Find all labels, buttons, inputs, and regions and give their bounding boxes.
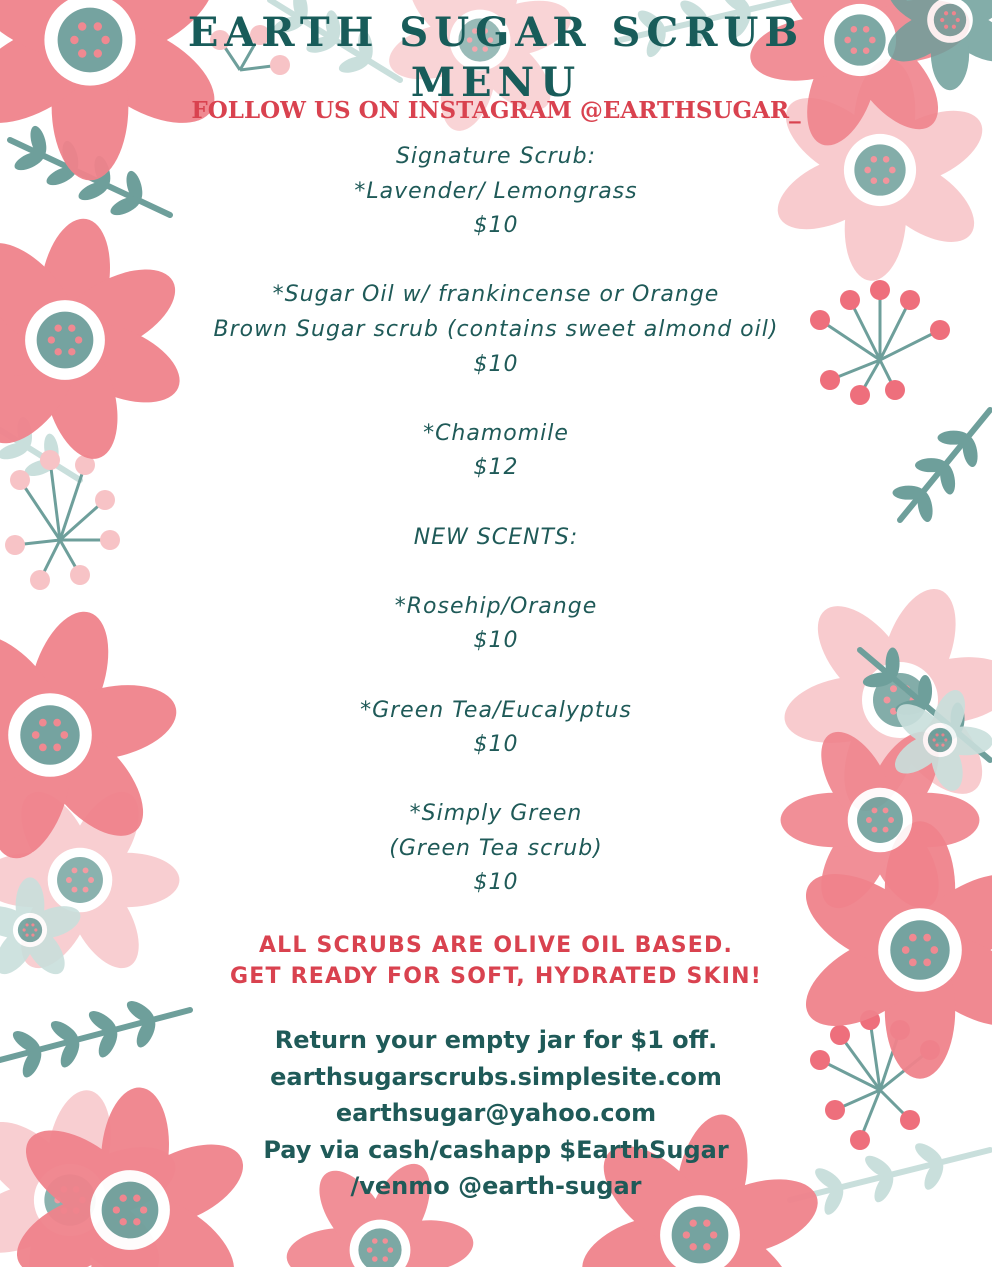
menu-item-price: $10 (473, 213, 519, 239)
menu-item-price: $12 (473, 455, 519, 481)
menu-item-subtitle: Brown Sugar scrub (contains sweet almond oil) (213, 316, 779, 342)
website-link[interactable]: earthsugarscrubs.simplesite.com (270, 1062, 722, 1091)
notice-line: ALL SCRUBS ARE OLIVE OIL BASED. (258, 933, 734, 958)
instagram-handle: FOLLOW US ON INSTAGRAM @EARTHSUGAR_ (191, 97, 801, 124)
page-title: EARTH SUGAR SCRUB (187, 9, 805, 56)
notice-line: GET READY FOR SOFT, HYDRATED SKIN! (230, 964, 762, 989)
olive-oil-notice (0, 930, 992, 992)
menu-item-name: *Sugar Oil w/ frankincense or Orange (272, 282, 720, 308)
contact-info (0, 1022, 992, 1205)
menu-item-subtitle: (Green Tea scrub) (389, 835, 603, 861)
menu-item-price: $10 (473, 628, 519, 654)
spacer (0, 659, 992, 694)
payment-info: Pay via cash/cashapp $EarthSugar (263, 1135, 729, 1164)
menu-item-name: *Lavender/ Lemongrass (354, 178, 638, 204)
spacer (0, 244, 992, 279)
spacer (0, 382, 992, 417)
menu-item-price: $10 (473, 870, 519, 896)
scrub-menu (0, 140, 992, 901)
menu-item-name: *Rosehip/Orange (394, 593, 598, 619)
email-link[interactable]: earthsugar@yahoo.com (335, 1099, 657, 1128)
signature-heading: Signature Scrub: (395, 144, 597, 169)
return-offer: Return your empty jar for $1 off. (274, 1026, 718, 1054)
new-scents-heading: NEW SCENTS: (413, 524, 579, 550)
menu-item-name: *Chamomile (423, 420, 569, 446)
menu-item-name: *Simply Green (409, 801, 583, 827)
menu-item-price: $10 (473, 732, 519, 758)
page-title-menu: MENU (410, 59, 582, 106)
spacer (0, 486, 992, 521)
menu-item-price: $10 (473, 351, 519, 377)
menu-item-name: *Green Tea/Eucalyptus (360, 697, 632, 723)
spacer (0, 763, 992, 798)
spacer (0, 555, 992, 590)
venmo-info: /venmo @earth-sugar (350, 1172, 642, 1201)
